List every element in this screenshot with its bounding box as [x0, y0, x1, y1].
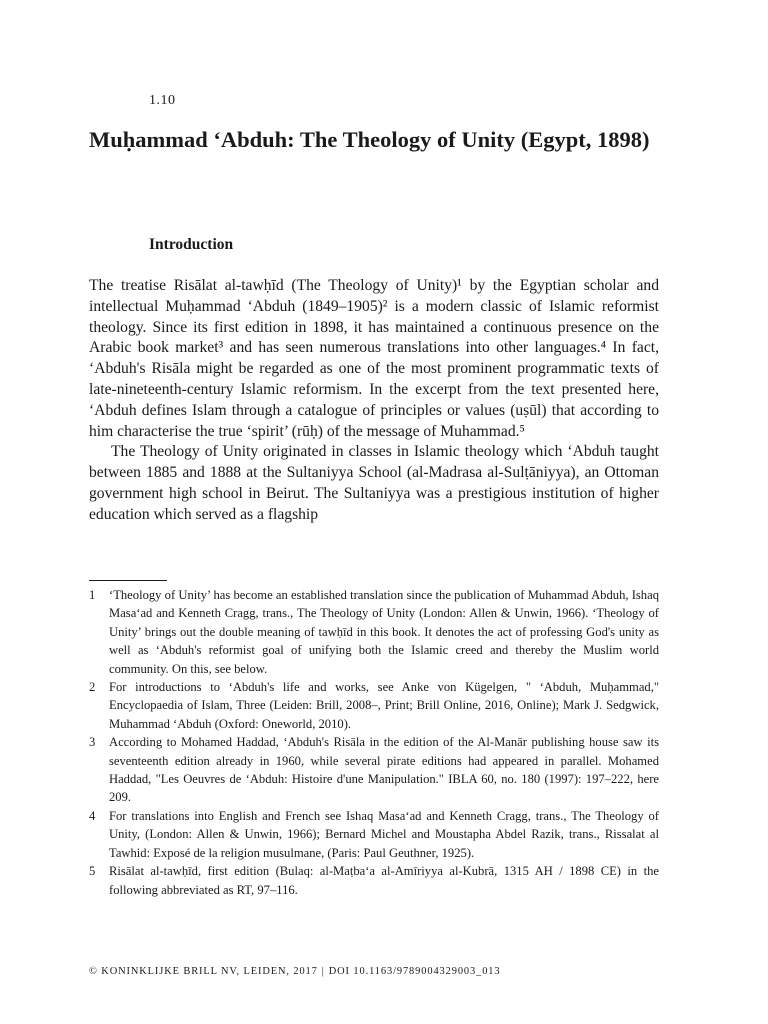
footnote-2 [89, 678, 659, 733]
footnote-1 [89, 586, 659, 678]
section-number: 1.10 [149, 93, 176, 108]
footnote-text: ‘Theology of Unity’ has become an established translation since the publication of Muhammad Abduh, Ishaq Masa‘ad and Kenneth Cragg, trans., The Theology of Unity (London: Allen & Unwin, 1966). ‘Theology of Unity’ brings out the double meaning of tawḥīd in this book. It denotes the act of professing God's unity as well as ‘Abduh's reformist goal of unifying both the Islamic creed and thereby the Muslim world community. On this, see below. [109, 588, 659, 676]
footnote-text: For introductions to ‘Abduh's life and works, see Anke von Kügelgen, " ‘Abduh, Muḥammad," Encyclopaedia of Islam, Three (Leiden: Brill, 2008–, Print; Brill Online, 2016, Online); Mark J. Sedgwick, Muhammad ‘Abduh (Oxford: Oneworld, 2010). [109, 680, 659, 731]
footnote-5 [89, 862, 659, 899]
footnote-number: 1 [89, 588, 96, 602]
footnote-number: 4 [89, 808, 96, 823]
doi-link[interactable]: DOI 10.1163/9789004329003_013 [328, 966, 501, 977]
footer-separator: | [321, 966, 325, 977]
footnote-text: According to Mohamed Haddad, ‘Abduh's Risāla in the edition of the Al-Manār publishing house saw its seventeenth edition already in 1960, while several pirate editions had appeared in parallel. Mohamed Haddad, "Les Oeuvres de ‘Abduh: Histoire d'une Manipulation." IBLA 60, no. 180 (1997): 197–222, here 209. [109, 735, 659, 805]
footnote-number: 3 [89, 735, 96, 750]
paragraph-1: The treatise Risālat al-tawḥīd (The Theology of Unity)¹ by the Egyptian scholar and intellectual Muḥammad ‘Abduh (1849–1905)² is a modern classic of Islamic reformist theology. Since its first edition in 1898, it has maintained a continuous presence on the Arabic book market³ and has seen numerous translations into other languages.⁴ In fact, ‘Abduh's Risāla might be regarded as one of the most prominent programmatic texts of late-nineteenth-century Islamic reformism. In the excerpt from the text presented here, ‘Abduh defines Islam through a catalogue of principles or values (uṣūl) that according to him characterise the true ‘spirit’ (rūḥ) of the message of Muhammad.⁵ [89, 277, 659, 440]
footnote-text: For translations into English and French see Ishaq Masa‘ad and Kenneth Cragg, trans., The Theology of Unity, (London: Allen & Unwin, 1966); Bernard Michel and Moustapha Abdel Razik, trans., Rissalat al Tawhid: Exposé de la religion musulmane, (Paris: Paul Geuthner, 1925). [109, 808, 659, 860]
footnote-text: Risālat al-tawḥīd, first edition (Bulaq: al-Maṭba‘a al-Amīriyya al-Kubrā, 1315 AH / 1898 CE) in the following abbreviated as RT, 97–116. [109, 864, 659, 897]
copyright-notice: © KONINKLIJKE BRILL NV, LEIDEN, 2017 [89, 966, 318, 977]
footnote-rule [89, 580, 167, 581]
page-footer [89, 966, 501, 977]
introduction-body [89, 276, 659, 526]
footnote-number: 2 [89, 680, 96, 695]
introduction-heading: Introduction [149, 236, 234, 253]
footnote-number: 5 [89, 864, 96, 879]
footnote-3 [89, 733, 659, 807]
footnotes-list [89, 586, 659, 899]
document-page [89, 0, 659, 1024]
footnote-4 [89, 807, 659, 862]
chapter-title: Muḥammad ‘Abduh: The Theology of Unity (Egypt, 1898) [89, 127, 650, 152]
paragraph-2: The Theology of Unity originated in classes in Islamic theology which ‘Abduh taught between 1885 and 1888 at the Sultaniyya School (al-Madrasa al-Sulṭāniyya), an Ottoman government high school in Beirut. The Sultaniyya was a prestigious institution of higher education which served as a flagship [89, 443, 659, 523]
